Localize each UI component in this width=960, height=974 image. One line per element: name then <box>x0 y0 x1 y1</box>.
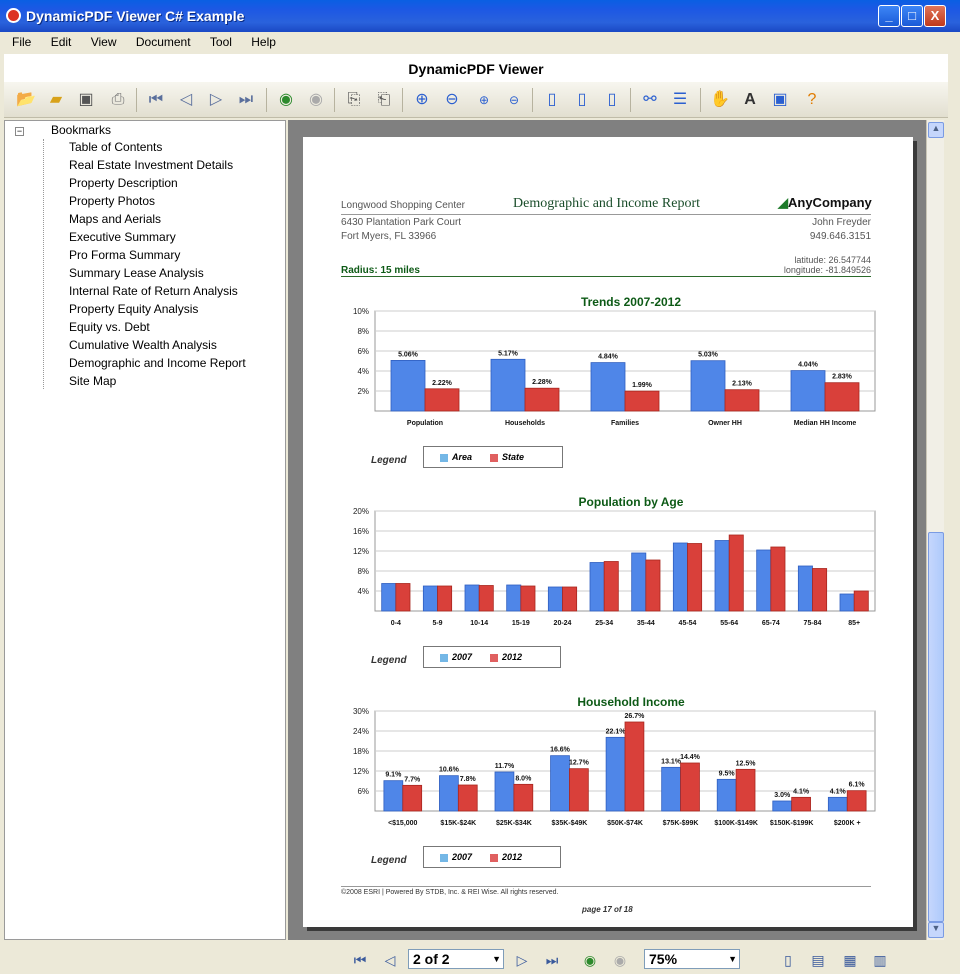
y-tick-label: 20% <box>352 507 369 516</box>
rotate-clockwise-icon[interactable]: ⎘ <box>347 91 361 108</box>
zoom-in-icon[interactable]: ⊕ <box>415 91 429 108</box>
bar-series1 <box>673 543 687 611</box>
address-line-2: Fort Myers, FL 33966 <box>341 231 437 242</box>
bookmark-item[interactable]: Table of Contents <box>69 140 163 154</box>
bar-series2 <box>736 769 755 811</box>
app-icon <box>6 8 21 23</box>
chart-income <box>331 707 891 837</box>
snapshot-icon[interactable]: ▣ <box>772 91 788 108</box>
bar-series1 <box>632 553 646 611</box>
bar-series1 <box>548 587 562 611</box>
rotate-counterclockwise-icon[interactable]: ⎗ <box>377 91 391 108</box>
zoom-out-icon[interactable]: ⊖ <box>445 91 459 108</box>
x-tick-label: $25K-$34K <box>495 820 532 827</box>
bar-series1 <box>423 586 437 611</box>
bookmark-item[interactable]: Internal Rate of Return Analysis <box>69 284 238 298</box>
menu-help[interactable]: Help <box>251 35 276 49</box>
bar-series2 <box>514 784 533 811</box>
chevron-down-icon: ▼ <box>728 954 737 964</box>
chart-title-age: Population by Age <box>578 495 684 509</box>
y-tick-label: 30% <box>352 707 369 716</box>
x-tick-label: $75K-$99K <box>662 820 699 827</box>
bar-series2 <box>563 587 577 611</box>
bar-series1 <box>439 776 458 811</box>
single-page-view-icon[interactable]: ▯ <box>784 952 792 968</box>
navigation-bar <box>0 944 960 974</box>
pdf-page <box>303 137 913 927</box>
thumbnails-icon[interactable]: ☰ <box>672 91 688 108</box>
latitude: latitude: 26.547744 <box>794 255 871 265</box>
first-page-icon[interactable]: ⏮ <box>148 91 164 108</box>
bar-series2 <box>525 388 559 411</box>
continuous-facing-view-icon[interactable]: ▥ <box>873 952 887 968</box>
y-tick-label: 6% <box>357 787 369 796</box>
menu-bar <box>4 32 948 52</box>
bar-series2 <box>688 544 702 612</box>
y-tick-label: 12% <box>352 767 369 776</box>
open-folder-icon[interactable]: ▰ <box>49 91 63 108</box>
first-page-icon[interactable]: ⏮ <box>353 952 367 968</box>
y-tick-label: 8% <box>357 327 369 336</box>
report-title: Demographic and Income Report <box>513 196 700 211</box>
chart-title-trends: Trends 2007-2012 <box>580 295 682 309</box>
legend-swatch-state <box>490 454 498 462</box>
y-tick-label: 18% <box>352 747 369 756</box>
bar-series1 <box>715 541 729 612</box>
legend-label: Legend <box>371 855 407 866</box>
toolbar-separator <box>700 88 701 112</box>
data-label: 6.1% <box>848 781 865 789</box>
x-tick-label: 45-54 <box>678 620 697 627</box>
toolbar-separator <box>266 88 267 112</box>
bar-series2 <box>825 383 859 411</box>
bar-series1 <box>798 566 812 611</box>
title-bar <box>0 0 960 32</box>
toolbar-separator <box>630 88 631 112</box>
last-page-icon[interactable]: ⏭ <box>238 91 254 108</box>
data-label: 12.5% <box>735 760 756 768</box>
x-tick-label: Population <box>406 420 444 427</box>
bar-series2 <box>569 769 588 811</box>
facing-view-icon[interactable]: ▦ <box>843 952 857 968</box>
bar-series1 <box>757 550 771 611</box>
menu-document[interactable]: Document <box>135 35 191 49</box>
save-icon[interactable]: ▣ <box>78 91 94 108</box>
toolbar-separator <box>532 88 533 112</box>
x-tick-label: 55-64 <box>720 620 739 627</box>
toolbar-separator <box>136 88 137 112</box>
bar-series1 <box>691 361 725 411</box>
x-tick-label: 20-24 <box>553 620 572 627</box>
bar-series1 <box>662 767 681 811</box>
data-label: 7.7% <box>404 776 421 784</box>
bar-series1 <box>384 781 403 811</box>
x-tick-label: <$15,000 <box>388 820 418 827</box>
y-tick-label: 10% <box>352 307 369 316</box>
toolbar-separator <box>334 88 335 112</box>
next-page-icon[interactable]: ▷ <box>209 91 223 108</box>
bookmark-item[interactable]: Real Estate Investment Details <box>69 158 234 172</box>
bar-series2 <box>792 797 811 811</box>
x-tick-label: 35-44 <box>636 620 655 627</box>
report-location: Longwood Shopping Center <box>341 200 465 211</box>
tree-line <box>43 139 44 389</box>
y-tick-label: 6% <box>357 347 369 356</box>
back-icon[interactable]: ◉ <box>279 91 293 108</box>
legend-swatch-2012 <box>490 854 498 862</box>
bar-series1 <box>491 359 525 411</box>
bookmark-item[interactable]: Cumulative Wealth Analysis <box>69 338 217 352</box>
y-tick-label: 16% <box>352 527 369 536</box>
bar-series1 <box>507 585 521 611</box>
x-tick-label: 65-74 <box>761 620 780 627</box>
bar-series1 <box>828 797 847 811</box>
data-label: 14.4% <box>680 754 700 761</box>
x-tick-label: 15-19 <box>511 620 530 627</box>
bar-series2 <box>403 785 422 811</box>
data-label: 11.7% <box>494 763 515 770</box>
help-icon[interactable]: ? <box>807 91 817 108</box>
data-label: 16.6% <box>550 746 570 754</box>
bar-series1 <box>465 585 479 611</box>
print-icon[interactable]: ⎙ <box>111 91 125 108</box>
data-label: 2.13% <box>732 380 752 388</box>
x-tick-label: 5-9 <box>432 620 443 627</box>
find-icon[interactable]: ⚯ <box>643 91 657 108</box>
x-tick-label: $35K-$49K <box>551 820 588 827</box>
page-number: page 17 of 18 <box>582 905 633 914</box>
bar-series2 <box>625 391 659 411</box>
data-label: 4.1% <box>793 788 810 796</box>
menu-view[interactable]: View <box>90 35 117 49</box>
bar-series1 <box>590 563 604 612</box>
chart-title-income: Household Income <box>577 695 685 709</box>
bar-series1 <box>606 737 625 811</box>
menu-file[interactable]: File <box>12 35 32 49</box>
bar-series2 <box>479 586 493 612</box>
bar-series1 <box>773 801 792 811</box>
bookmark-item[interactable]: Property Photos <box>69 194 156 208</box>
bar-series1 <box>391 360 425 411</box>
bar-series1 <box>840 594 854 611</box>
bookmark-item[interactable]: Pro Forma Summary <box>69 248 181 262</box>
single-page-icon[interactable]: ▯ <box>547 91 557 108</box>
data-label: 2.28% <box>532 379 552 387</box>
minimize-button[interactable]: _ <box>878 5 900 27</box>
forward-icon[interactable]: ◉ <box>613 952 627 968</box>
open-icon[interactable]: 📂 <box>16 91 36 108</box>
x-tick-label: $150K-$199K <box>769 820 814 827</box>
longitude: longitude: -81.849526 <box>783 265 871 275</box>
bar-series2 <box>847 791 866 811</box>
text-select-icon[interactable]: A <box>744 91 756 108</box>
bar-series2 <box>425 389 459 411</box>
radius-label: Radius: 15 miles <box>341 265 420 276</box>
bar-series1 <box>382 584 396 612</box>
bar-series1 <box>551 756 570 811</box>
maximize-button[interactable]: □ <box>901 5 923 27</box>
data-label: 2.83% <box>832 373 852 381</box>
scroll-up-icon[interactable]: ▲ <box>928 122 944 138</box>
chevron-down-icon: ▼ <box>492 954 501 964</box>
footer-rule <box>341 886 871 887</box>
legend-swatch-2007 <box>440 854 448 862</box>
data-label: 4.1% <box>829 788 846 796</box>
previous-page-icon[interactable]: ◁ <box>179 91 193 108</box>
bar-series2 <box>396 584 410 612</box>
legend-trends: Area State <box>423 446 563 468</box>
bar-series2 <box>771 547 785 611</box>
menu-edit[interactable]: Edit <box>50 35 72 49</box>
close-button[interactable]: X <box>924 5 946 27</box>
footer-copyright: ©2008 ESRI | Powered By STDB, Inc. & REI Wise. All rights reserved. <box>341 889 559 896</box>
header-rule <box>341 214 871 215</box>
hand-tool-icon[interactable]: ✋ <box>710 91 730 108</box>
legend-swatch-2007 <box>440 654 448 662</box>
data-label: 9.1% <box>385 771 402 779</box>
bookmark-item[interactable]: Executive Summary <box>69 230 176 244</box>
scroll-thumb[interactable] <box>928 532 944 922</box>
legend-label: Legend <box>371 655 407 666</box>
address-line-1: 6430 Plantation Park Court <box>341 217 462 228</box>
vertical-scrollbar[interactable] <box>926 120 944 940</box>
bookmark-item[interactable]: Equity vs. Debt <box>69 320 150 334</box>
x-tick-label: $100K-$149K <box>714 820 758 827</box>
bookmark-item[interactable]: Maps and Aerials <box>69 212 162 226</box>
chart-age <box>331 507 891 637</box>
x-tick-label: Median HH Income <box>793 420 857 427</box>
continuous-view-icon[interactable]: ▤ <box>811 952 825 968</box>
bar-series2 <box>458 785 477 811</box>
data-label: 10.6% <box>438 766 459 774</box>
window-title: DynamicPDF Viewer C# Example <box>26 8 245 24</box>
data-label: 1.99% <box>632 382 652 390</box>
data-label: 5.03% <box>698 351 718 359</box>
zoom-in-small-icon[interactable]: ⊕ <box>478 93 490 107</box>
bar-series1 <box>717 779 736 811</box>
bar-series2 <box>681 763 700 811</box>
bar-series2 <box>854 591 868 611</box>
chart-trends <box>331 307 891 437</box>
logo-mark-icon: ◢ <box>778 195 788 210</box>
bar-series2 <box>625 722 644 811</box>
data-label: 5.06% <box>398 351 418 359</box>
legend-income: 2007 2012 <box>423 846 561 868</box>
data-label: 26.7% <box>624 713 645 720</box>
zoom-out-small-icon[interactable]: ⊖ <box>508 93 520 107</box>
x-tick-label: Families <box>610 420 640 427</box>
y-tick-label: 24% <box>352 727 369 736</box>
contact-name: John Freyder <box>812 217 871 228</box>
data-label: 13.1% <box>661 758 682 766</box>
bar-series2 <box>813 569 827 612</box>
bookmarks-root[interactable]: Bookmarks <box>51 123 112 137</box>
data-label: 5.17% <box>498 350 518 358</box>
bar-series2 <box>725 390 759 411</box>
x-tick-label: $200K + <box>833 820 861 827</box>
x-tick-label: Households <box>504 420 546 427</box>
data-label: 4.84% <box>598 353 618 361</box>
data-label: 22.1% <box>605 728 626 736</box>
data-label: 2.22% <box>432 379 452 387</box>
bar-series2 <box>729 535 743 611</box>
forward-icon[interactable]: ◉ <box>309 91 323 108</box>
bookmarks-panel <box>4 120 286 940</box>
toolbar <box>4 82 948 118</box>
x-tick-label: 75-84 <box>803 620 822 627</box>
contact-phone: 949.646.3151 <box>809 231 871 242</box>
x-tick-label: $50K-$74K <box>607 820 643 827</box>
y-tick-label: 4% <box>357 587 369 596</box>
company-logo: ◢AnyCompany <box>778 195 872 210</box>
facing-page-icon[interactable]: ▯ <box>607 91 617 108</box>
back-icon[interactable]: ◉ <box>583 952 597 968</box>
data-label: 7.8% <box>459 776 476 783</box>
x-tick-label: 10-14 <box>470 620 489 627</box>
continuous-page-icon[interactable]: ▯ <box>577 91 587 108</box>
bar-series2 <box>438 586 452 611</box>
legend-age: 2007 2012 <box>423 646 561 668</box>
bar-series1 <box>495 772 514 811</box>
x-tick-label: 25-34 <box>595 620 614 627</box>
x-tick-label: $15K-$24K <box>440 820 477 827</box>
legend-swatch-2012 <box>490 654 498 662</box>
data-label: 8.0% <box>515 775 532 783</box>
previous-page-icon[interactable]: ◁ <box>384 952 396 968</box>
header-rule-green <box>341 276 871 277</box>
data-label: 3.0% <box>774 792 791 799</box>
bookmark-item[interactable]: Demographic and Income Report <box>69 356 246 370</box>
bookmark-item[interactable]: Site Map <box>69 374 117 388</box>
zoom-select[interactable]: 75% ▼ <box>644 949 740 969</box>
data-label: 12.7% <box>568 759 589 767</box>
legend-label: Legend <box>371 455 407 466</box>
next-page-icon[interactable]: ▷ <box>516 952 528 968</box>
bookmark-item[interactable]: Property Description <box>69 176 178 190</box>
data-label: 4.04% <box>798 361 818 369</box>
bookmark-item[interactable]: Property Equity Analysis <box>69 302 199 316</box>
scroll-down-icon[interactable]: ▼ <box>928 922 944 938</box>
last-page-icon[interactable]: ⏭ <box>545 952 559 968</box>
y-tick-label: 2% <box>357 387 369 396</box>
x-tick-label: Owner HH <box>708 420 742 427</box>
toolbar-separator <box>402 88 403 112</box>
menu-tool[interactable]: Tool <box>209 35 232 49</box>
y-tick-label: 8% <box>357 567 369 576</box>
bar-series1 <box>591 363 625 411</box>
bar-series2 <box>604 562 618 612</box>
bar-series1 <box>791 371 825 411</box>
collapse-icon[interactable]: − <box>16 126 23 136</box>
bookmark-item[interactable]: Summary Lease Analysis <box>69 266 204 280</box>
y-tick-label: 12% <box>352 547 369 556</box>
x-tick-label: 85+ <box>848 620 861 627</box>
bar-series2 <box>646 560 660 611</box>
page-select[interactable]: 2 of 2 ▼ <box>408 949 504 969</box>
bar-series2 <box>521 586 535 611</box>
app-header: DynamicPDF Viewer <box>4 54 948 82</box>
legend-swatch-area <box>440 454 448 462</box>
data-label: 9.5% <box>718 770 735 778</box>
document-viewer[interactable] <box>288 120 926 940</box>
y-tick-label: 4% <box>357 367 369 376</box>
x-tick-label: 0-4 <box>390 620 401 627</box>
